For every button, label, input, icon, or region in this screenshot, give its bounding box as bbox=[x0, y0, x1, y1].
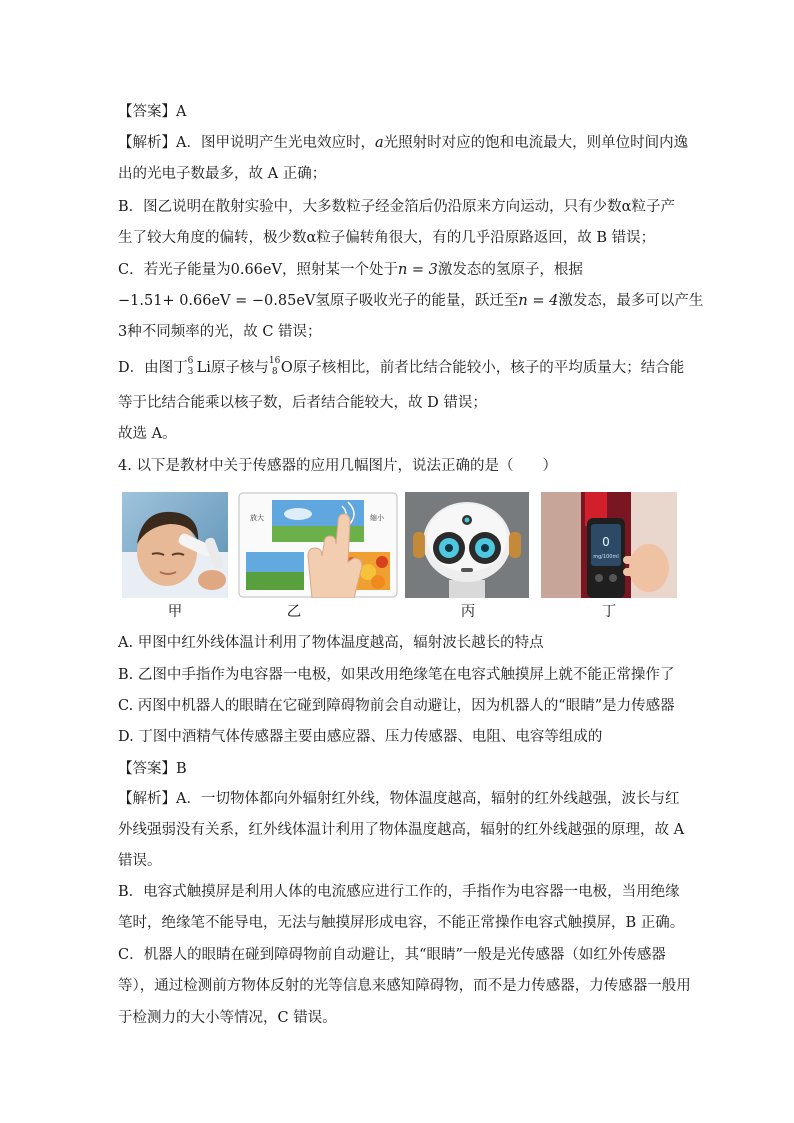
q4-analysis-line: B．电容式触摸屏是利用人体的电流感应进行工作的，手指作为电容器一电极，当用绝缘 bbox=[118, 884, 680, 900]
q3-analysis-b-line2: 生了较大角度的偏转，极少数α粒子偏转角很大，有的几乎沿原路返回，故 B 错误； bbox=[118, 230, 656, 246]
image-caption-ding: 丁 bbox=[601, 604, 617, 620]
image-caption-yi: 乙 bbox=[286, 604, 302, 620]
math-energy: 0.66eV bbox=[230, 262, 282, 278]
math-alpha: α bbox=[621, 199, 632, 215]
nuclide-li: 6 3 bbox=[187, 356, 194, 377]
infrared-thermometer-photo bbox=[122, 492, 228, 598]
q4-option-b: B. 乙图中手指作为电容器一电极，如果改用绝缘笔在电容式触摸屏上就不能正常操作了 bbox=[118, 667, 675, 683]
math-n4: n = 4 bbox=[518, 293, 559, 309]
q4-option-c: C. 丙图中机器人的眼睛在它碰到障碍物前会自动避让，因为机器人的“眼睛”是力传感器 bbox=[118, 698, 675, 714]
q4-analysis-line: 外线强弱没有关系，红外线体温计利用了物体温度越高，辐射的红外线越强的原理，故 A bbox=[118, 822, 685, 838]
q4-analysis-line: 【解析】A．一切物体都向外辐射红外线，物体温度越高，辐射的红外线越强，波长与红 bbox=[118, 791, 680, 807]
q4-stem: 4. 以下是教材中关于传感器的应用几幅图片，说法正确的是（ ） bbox=[118, 458, 557, 474]
tester-display-value: 0 bbox=[602, 535, 610, 549]
touchscreen-photo bbox=[238, 492, 398, 598]
q3-analysis-a-line1: 【解析】A．图甲说明产生光电效应时，a光照射时对应的饱和电流最大，则单位时间内逸 bbox=[118, 135, 689, 151]
q4-option-a: A. 甲图中红外线体温计利用了物体温度越高，辐射波长越长的特点 bbox=[118, 635, 544, 651]
tester-display-unit: mg/100ml bbox=[593, 554, 619, 560]
q4-analysis-line: C．机器人的眼睛在碰到障碍物前自动避让，其“眼睛”一般是光传感器（如红外传感器 bbox=[118, 947, 666, 963]
q4-analysis-line: 笔时，绝缘笔不能导电，无法与触摸屏形成电容，不能正常操作电容式触摸屏，B 正确。 bbox=[118, 915, 685, 931]
zoom-out-label: 缩小 bbox=[370, 514, 384, 522]
q3-answer: 【答案】A bbox=[118, 104, 187, 120]
q3-analysis-d-line2: 等于比结合能乘以核子数，后者结合能较大，故 D 错误； bbox=[118, 395, 487, 411]
math-alpha: a bbox=[374, 135, 384, 151]
image-caption-bing: 丙 bbox=[460, 604, 476, 620]
q3-analysis-c-line3: 3种不同频率的光，故 C 错误； bbox=[118, 324, 322, 340]
q4-analysis-line: 错误。 bbox=[118, 853, 162, 869]
q4-analysis-line: 于检测力的大小等情况，C 错误。 bbox=[118, 1010, 337, 1026]
q4-option-d: D. 丁图中酒精气体传感器主要由感应器、压力传感器、电阻、电容等组成的 bbox=[118, 729, 603, 745]
zoom-in-label: 放大 bbox=[250, 514, 264, 522]
robot-photo bbox=[405, 492, 529, 598]
math-n3: n = 3 bbox=[397, 262, 438, 278]
q3-analysis-c-line1: C．若光子能量为0.66eV，照射某一个处于n = 3激发态的氢原子，根据 bbox=[118, 262, 583, 278]
math-equation: −1.51+ 0.66eV = −0.85eV bbox=[118, 293, 316, 309]
q3-analysis-c-line2: −1.51+ 0.66eV = −0.85eV氢原子吸收光子的能量，跃迁至n = 4激发态，最多可以产生 bbox=[118, 293, 704, 309]
nuclide-o: 16 8 bbox=[268, 356, 281, 377]
analysis-label: 【解析】 bbox=[118, 135, 176, 151]
image-caption-jia: 甲 bbox=[167, 604, 183, 620]
q4-analysis-line: 等），通过检测前方物体反射的光等信息来感知障碍物，而不是力传感器，力传感器一般用 bbox=[118, 978, 691, 994]
math-alpha: α bbox=[306, 230, 317, 246]
alcohol-tester-photo bbox=[541, 492, 677, 598]
q3-analysis-b-line1: B．图乙说明在散射实验中，大多数粒子经金箔后仍沿原来方向运动，只有少数α粒子产 bbox=[118, 199, 675, 215]
q3-analysis-d-line1: D．由图丁 6 3 Li原子核与 16 8 O原子核相比，前者比结合能较小，核子的平均质量大；结合能 bbox=[118, 356, 685, 377]
q4-answer: 【答案】B bbox=[118, 761, 187, 777]
q3-analysis-a-line2: 出的光电子数最多，故 A 正确； bbox=[118, 166, 327, 182]
q3-conclusion: 故选 A。 bbox=[118, 426, 177, 442]
